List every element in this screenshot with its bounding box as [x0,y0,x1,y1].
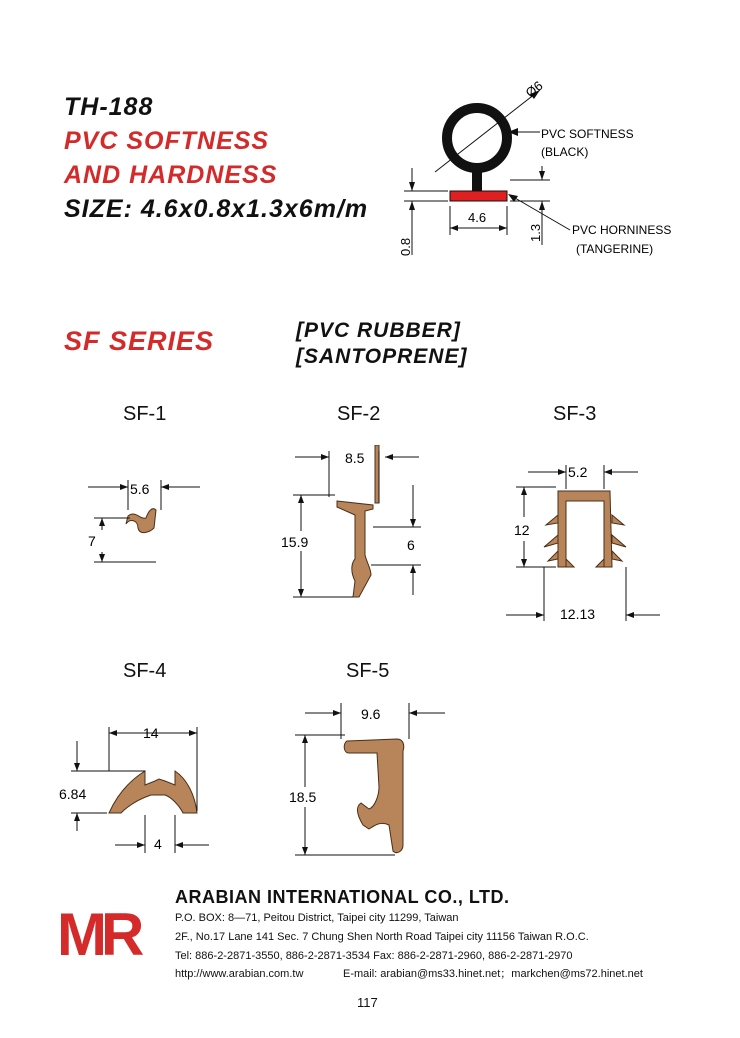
product-size: SIZE: 4.6x0.8x1.3x6m/m [64,195,369,223]
page-number: 117 [357,995,378,1010]
label-hard: PVC HORNINESS [572,223,672,237]
product-model: TH-188 [64,93,154,121]
profile-sf4-drawing [55,715,225,860]
dim-thickness: 0.8 [398,237,413,256]
series-name: SF SERIES [64,326,215,356]
profile-sf2-drawing [275,445,425,610]
profile-label-sf1: SF-1 [123,403,167,425]
soft-tube-shape [447,108,507,168]
dim-width: 4.6 [468,210,487,225]
sf4-dim-height: 6.84 [59,786,87,802]
company-phone: Tel: 886-2-2871-3550, 886-2-2871-3534 Fax: 886-2-2871-2960, 886-2-2871-2970 [175,950,573,962]
sf1-dim-height: 7 [88,533,96,549]
dim-height: 1.3 [528,223,543,242]
profile-label-sf5: SF-5 [346,660,390,682]
profile-sf3-drawing [500,455,665,630]
sf5-dim-height: 18.5 [289,789,317,805]
profile-sf1-drawing [80,470,210,580]
sf2-dim-height: 15.9 [281,534,309,550]
sf2-dim-width: 8.5 [345,450,365,466]
series-material2: [SANTOPRENE] [296,345,468,368]
label-soft-color: (BLACK) [541,145,589,159]
neck-shape [472,170,482,192]
company-address2: 2F., No.17 Lane 141 Sec. 7 Chung Shen North Road Taipei city 11156 Taiwan R.O.C. [175,931,589,943]
profile-label-sf4: SF-4 [123,660,167,682]
sf5-dim-width: 9.6 [361,706,381,722]
company-name: ARABIAN INTERNATIONAL CO., LTD. [175,887,510,907]
profile-sf5-drawing [285,695,450,865]
product-line1: PVC SOFTNESS [64,127,270,155]
label-hard-color: (TANGERINE) [576,242,654,256]
logo-text: MR [57,905,139,959]
company-address1: P.O. BOX: 8—71, Peitou District, Taipei city 11299, Taiwan [175,912,459,924]
company-logo [57,905,165,959]
series-material1: [PVC RUBBER] [296,319,461,342]
sf3-dim-base: 12.13 [560,606,596,622]
profile-label-sf3: SF-3 [553,403,597,425]
profile-label-sf2: SF-2 [337,403,381,425]
profile-sf3-shape [558,491,612,567]
company-email-link[interactable]: E-mail: arabian@ms33.hinet.net；markchen@ms72.hinet.net [343,968,643,980]
sf4-dim-width: 14 [143,725,159,741]
sf4-dim-base: 4 [154,836,162,852]
profile-sf4-shape [109,771,197,813]
profile-sf2-shape [337,445,379,597]
profile-sf1-shape [126,509,156,533]
profile-sf5-shape [344,739,404,853]
main-profile-drawing [390,70,700,270]
sf2-dim-secondary: 6 [407,537,415,553]
product-line2: AND HARDNESS [64,161,278,189]
hard-strip-shape [450,191,507,201]
sf3-dim-height: 12 [514,522,530,538]
company-website-link[interactable]: http://www.arabian.com.tw [175,968,304,980]
label-soft: PVC SOFTNESS [541,127,634,141]
sf1-dim-width: 5.6 [130,481,150,497]
dim-diameter: Ø6 [522,77,546,101]
sf3-dim-width: 5.2 [568,464,588,480]
